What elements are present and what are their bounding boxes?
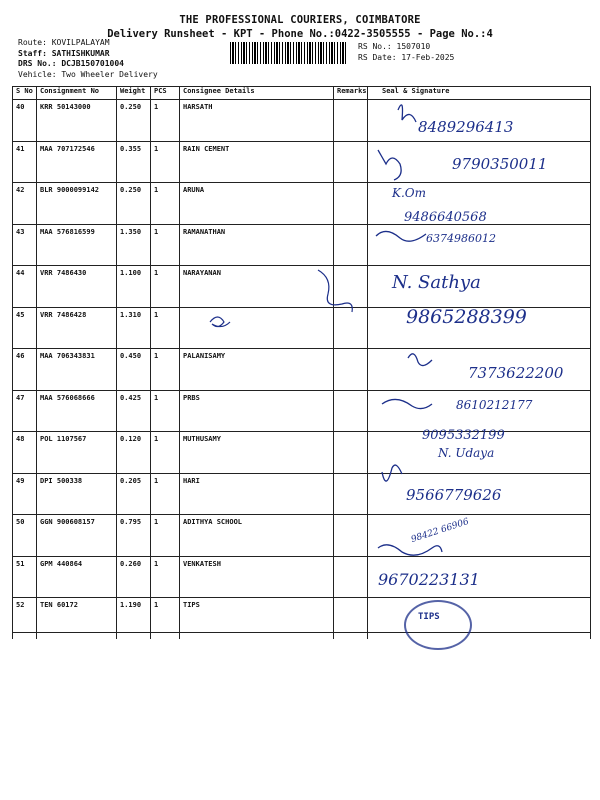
consignment-cell: MAA 707172546 [37,141,117,183]
consignment-cell: KRR 50143000 [37,100,117,142]
consignment-cell: VRR 7486428 [37,307,117,349]
sno-cell: 43 [13,224,37,266]
pcs-cell: 1 [151,598,180,640]
weight-cell: 0.250 [117,100,151,142]
consignee-cell: HARSATH [180,100,334,142]
consignee-cell: ADITHYA SCHOOL [180,515,334,557]
consignment-cell: GPM 440864 [37,556,117,598]
handwritten-phone: 9095332199 [422,428,505,443]
weight-cell: 0.795 [117,515,151,557]
weight-cell: 0.355 [117,141,151,183]
pcs-cell: 1 [151,473,180,515]
signature-mark [378,545,442,555]
consignment-cell: TEN 60172 [37,598,117,640]
signature-mark [376,231,426,241]
handwritten-phone: 9865288399 [406,306,527,328]
weight-cell: 1.100 [117,266,151,308]
handwritten-name: N. Udaya [438,446,495,460]
handwritten-phone: 9486640568 [404,210,487,225]
pcs-cell: 1 [151,349,180,391]
sno-cell: 50 [13,515,37,557]
consignment-cell: MAA 576816599 [37,224,117,266]
consignment-cell: MAA 576068666 [37,390,117,432]
company-name: THE PROFESSIONAL COURIERS, COIMBATORE [179,14,421,26]
stamp-text: TIPS [418,612,440,622]
pcs-cell: 1 [151,307,180,349]
staff-text: Staff: SATHISHKUMAR [18,48,110,58]
signature-mark [398,105,416,122]
sno-cell: 41 [13,141,37,183]
handwritten-name: K.Om [392,186,426,200]
sno-cell: 49 [13,473,37,515]
handwritten-name: N. Sathya [392,272,481,293]
consignment-cell: VRR 7486430 [37,266,117,308]
pcs-cell: 1 [151,224,180,266]
consignee-cell: ARUNA [180,183,334,225]
col-header: Weight [117,87,151,100]
handwritten-phone: 9566779626 [406,486,502,504]
drs-text: DRS No.: DCJB150701004 [18,59,124,68]
signature-mark [318,270,352,312]
pcs-cell: 1 [151,390,180,432]
handwritten-phone: 6374986012 [426,232,496,245]
weight-cell: 0.425 [117,390,151,432]
pcs-cell: 1 [151,266,180,308]
rs-date: RS Date: 17-Feb-2025 [358,52,455,62]
handwritten-phone: 98422 66906 [409,516,471,546]
sno-cell: 42 [13,183,37,225]
sno-cell: 46 [13,349,37,391]
signature-mark [382,465,402,481]
weight-cell: 0.120 [117,432,151,474]
consignment-cell: GGN 900608157 [37,515,117,557]
weight-cell: 1.190 [117,598,151,640]
company-stamp [404,600,472,650]
sno-cell: 45 [13,307,37,349]
vehicle-text: Vehicle: Two Wheeler Delivery [18,69,158,79]
pcs-cell: 1 [151,141,180,183]
weight-cell: 0.205 [117,473,151,515]
consignee-cell: PALANISAMY [180,349,334,391]
consignee-cell: RAMANATHAN [180,224,334,266]
handwritten-phone: 8610212177 [456,398,533,412]
rs-number: RS No.: 1507010 [358,42,431,51]
consignment-cell: DPI 500338 [37,473,117,515]
consignee-cell: MUTHUSAMY [180,432,334,474]
consignee-cell: VENKATESH [180,556,334,598]
handwritten-phone: 8489296413 [418,118,514,136]
signature-mark [378,150,401,180]
col-header: PCS [151,87,180,100]
sno-cell: 44 [13,266,37,308]
pcs-cell: 1 [151,515,180,557]
pcs-cell: 1 [151,556,180,598]
weight-cell: 0.250 [117,183,151,225]
pcs-cell: 1 [151,432,180,474]
sno-cell: 40 [13,100,37,142]
col-header: Remarks [334,87,368,100]
consignee-cell: NARAYANAN [180,266,334,308]
handwritten-phone: 9670223131 [378,570,480,589]
col-header: Consignment No [37,87,117,100]
weight-cell: 0.450 [117,349,151,391]
consignee-cell: PRBS [180,390,334,432]
pcs-cell: 1 [151,100,180,142]
weight-cell: 1.310 [117,307,151,349]
col-header: Seal & Signature [368,87,591,100]
handwritten-phone: 9790350011 [452,155,548,173]
weight-cell: 1.350 [117,224,151,266]
signature-mark [210,317,230,327]
sno-cell: 48 [13,432,37,474]
sno-cell: 47 [13,390,37,432]
consignment-cell: BLR 9000099142 [37,183,117,225]
consignment-cell: MAA 706343831 [37,349,117,391]
route-text: Route: KOVILPALAYAM [18,38,110,47]
consignment-cell: POL 1107567 [37,432,117,474]
sno-cell: 52 [13,598,37,640]
signature-mark [408,354,432,366]
col-header: Consignee Details [180,87,334,100]
col-header: S No [13,87,37,100]
signature-mark [382,399,432,408]
handwritten-phone: 7373622200 [468,364,564,382]
pcs-cell: 1 [151,183,180,225]
consignee-cell: HARI [180,473,334,515]
runsheet-title: Delivery Runsheet - KPT - Phone No.:0422-3505555 - Page No.:4 [107,28,493,40]
weight-cell: 0.260 [117,556,151,598]
consignee-cell: TIPS [180,598,334,640]
consignee-cell: RAIN CEMENT [180,141,334,183]
sno-cell: 51 [13,556,37,598]
